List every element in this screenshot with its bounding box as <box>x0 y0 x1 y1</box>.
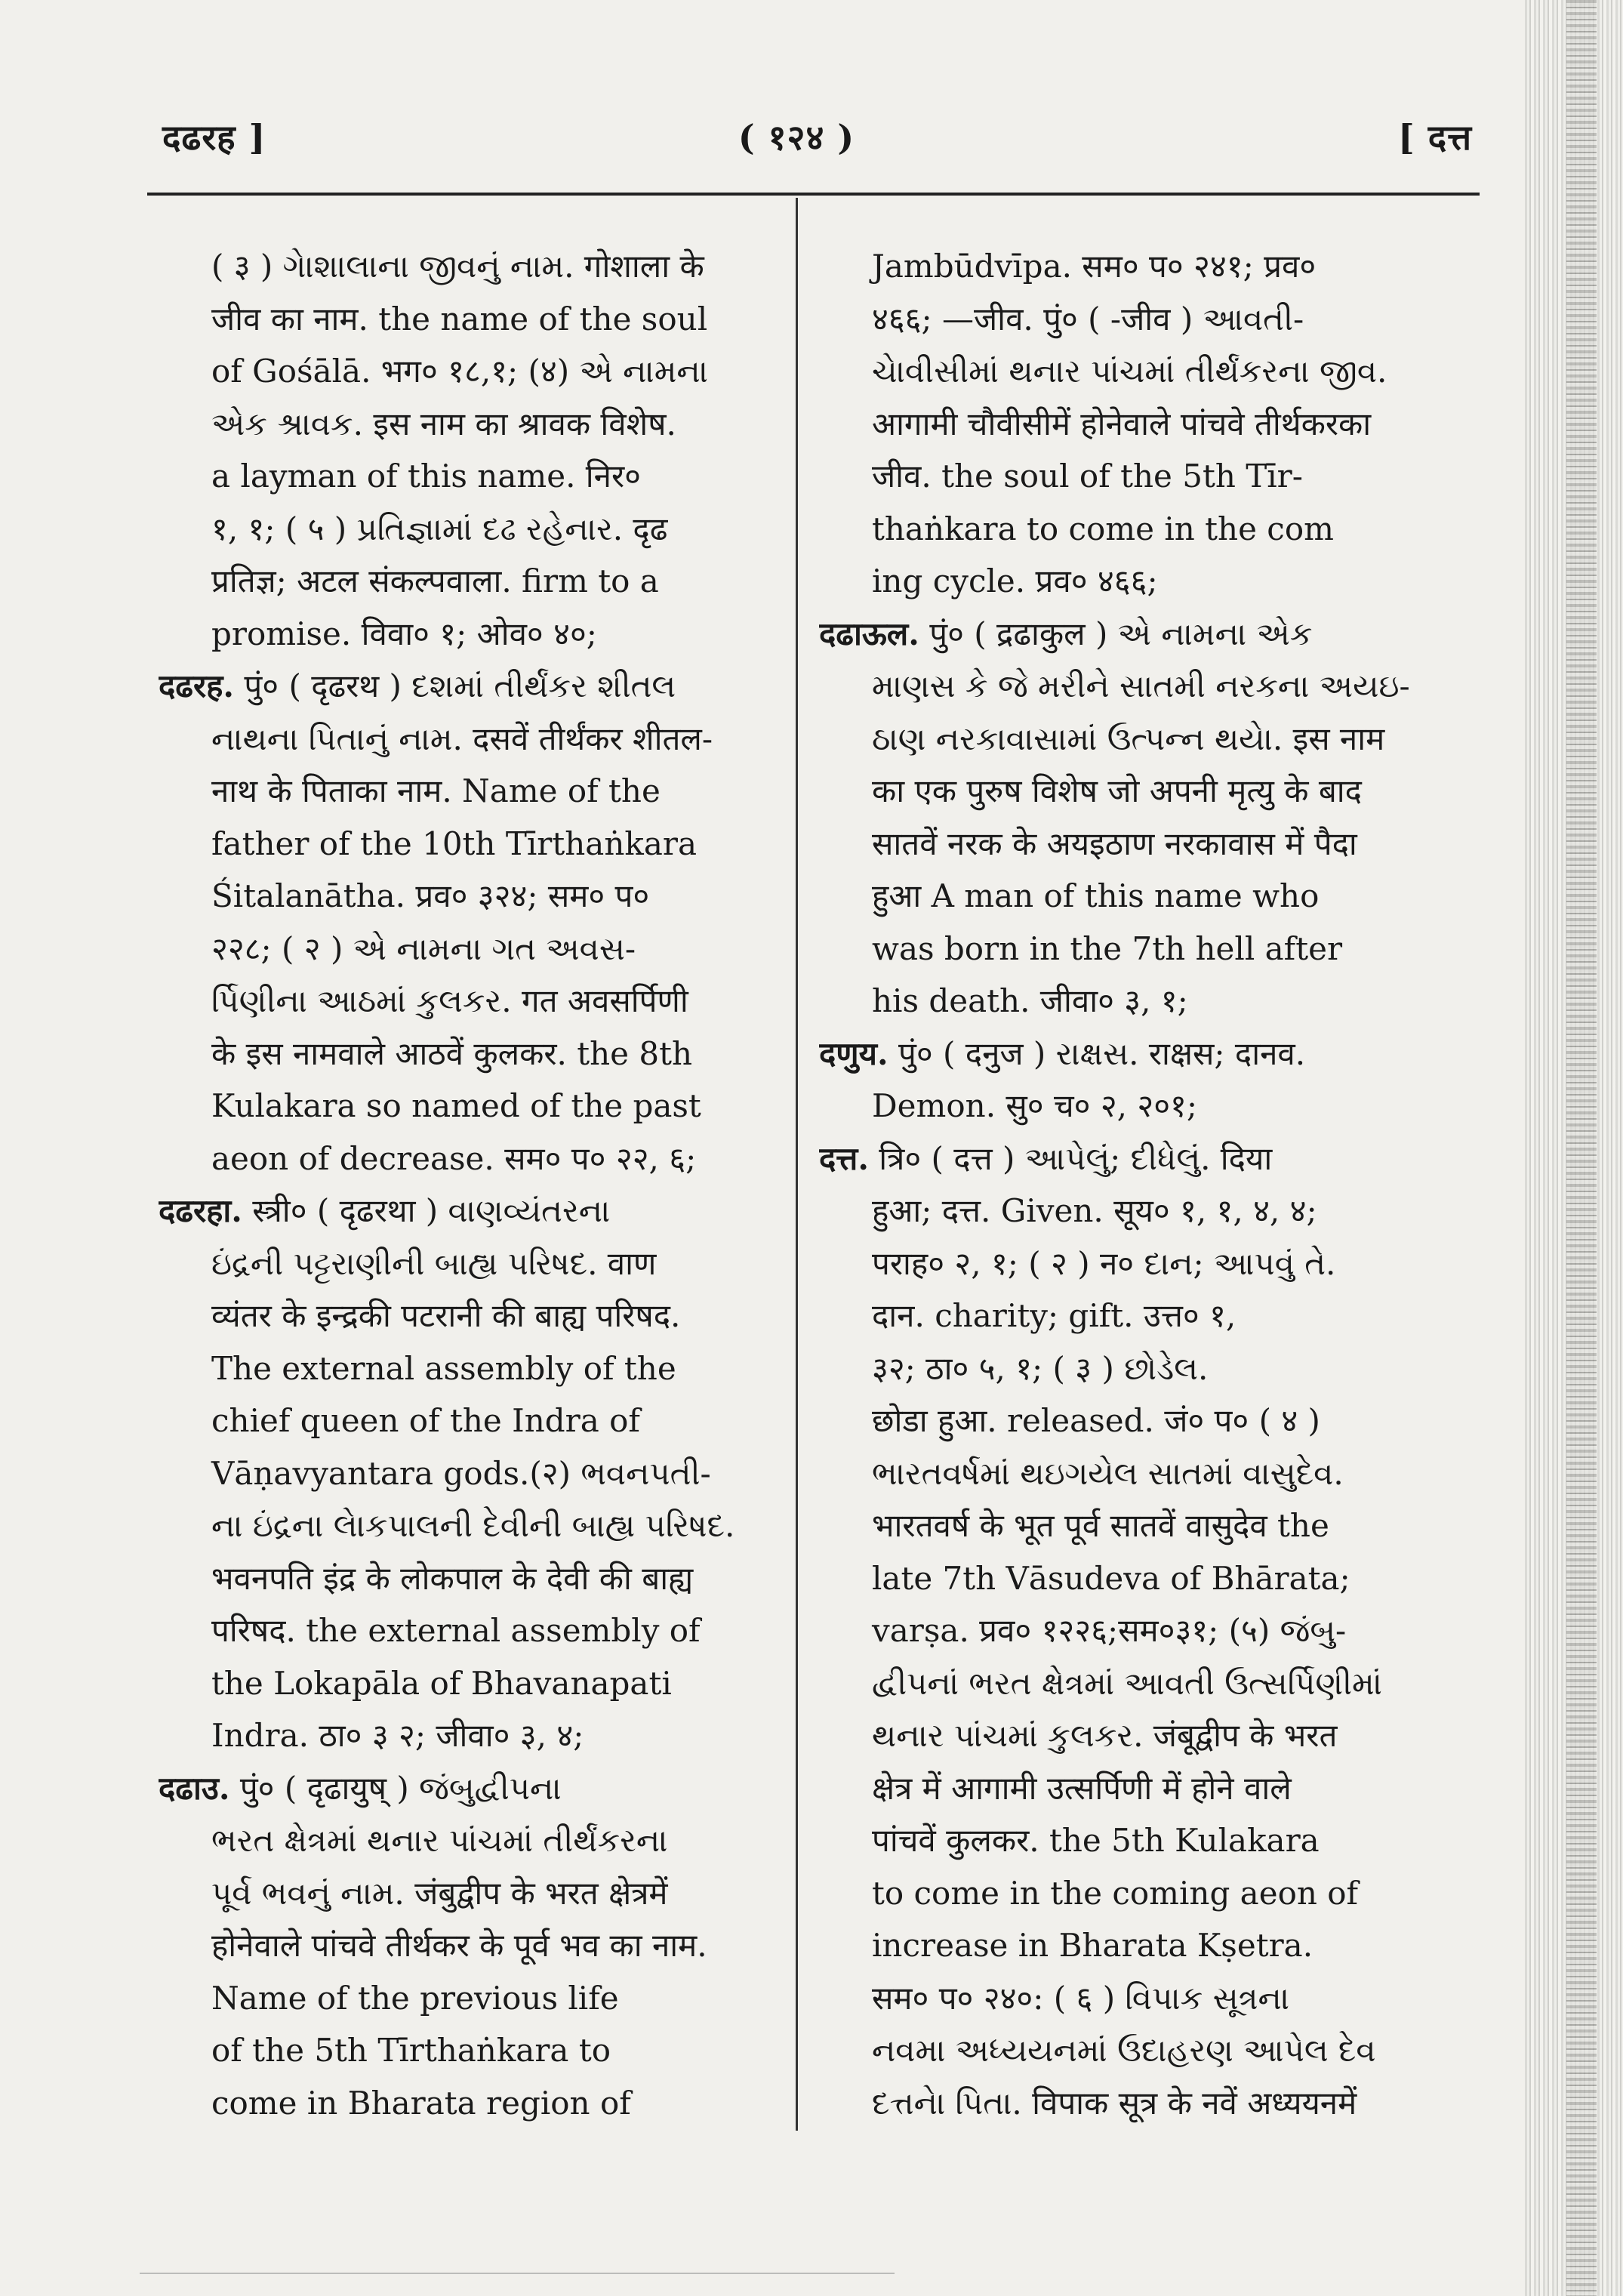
running-head-right: [ दत्त <box>1398 117 1472 158</box>
entry-text: त्रि० ( दत्त ) આપેલું; દીધેલું. दिया <box>868 1139 1273 1177</box>
entry-headword-line <box>159 1185 778 1237</box>
entry-text-line: come in Bharata region of <box>211 2084 631 2122</box>
entry-text-line: छोडा हुआ. released. जं० प० ( ४ ) <box>872 1402 1320 1439</box>
entry-text-line: Kulakara so named of the past <box>211 1087 701 1124</box>
entry-text-line: દત્તનેા પિતા. विपाक सूत्र के नवें अध्ययनमें <box>872 2084 1357 2122</box>
entry-text-line: the Lokapāla of Bhavanapati <box>211 1664 672 1702</box>
headword: दणुय. <box>819 1034 888 1072</box>
entry-text-line: increase in Bharata Kṣetra. <box>872 1927 1313 1964</box>
entry-headword-line <box>159 1762 778 1815</box>
entry-text-line: એક શ્રાવક. इस नाम का श्रावक विशेष. <box>211 405 676 442</box>
entry-text-line: ર્પિણીના આઠમાં કુલકર. गत अवसर्पिणी <box>211 982 688 1019</box>
page-edge-shadow <box>1566 0 1597 2296</box>
headword: दढरहा. <box>159 1192 242 1229</box>
headword: दढाऊल. <box>819 615 919 652</box>
entry-headword-line <box>819 608 1440 661</box>
entry-text-line: ચેાવીસીમાં થનાર પાંચમાં તીર્થંકરના જીવ. <box>872 353 1387 390</box>
entry-text-line: નવમા અધ્યયનમાં ઉદાહરણ આપેલ દેવ <box>872 2032 1376 2069</box>
entry-text-line: દ્વીપનાં ભરત ક્ષેત્રમાં આવતી ઉત્સર્પિણીમાં <box>872 1664 1382 1702</box>
entry-text-line: Name of the previous life <box>211 1979 619 2017</box>
page-number: ( १२४ ) <box>738 117 855 158</box>
entry-text-line: के इस नामवाले आठवें कुलकर. the 8th <box>211 1034 693 1072</box>
entry-text-line: पांचवें कुलकर. the 5th Kulakara <box>872 1822 1320 1859</box>
entry-text-line: aeon of decrease. सम० प० २२, ६; <box>211 1139 697 1177</box>
entry-text: पुं० ( द्रढाकुल ) એ નામના એક <box>919 615 1313 652</box>
entry-text-line: ભરત ક્ષેત્રમાં થનાર પાંચમાં તીર્થંકરના <box>211 1822 668 1859</box>
entry-text-line: दान. charity; gift. उत्त० १, <box>872 1297 1236 1334</box>
entry-text-line: varṣa. प्रव० १२२६;सम०३१; (५) જંબુ- <box>872 1612 1347 1649</box>
entry-text-line: सम० प० २४०: ( ६ ) વિપાક સૂત્રના <box>872 1979 1290 2017</box>
entry-text-line: ભારતવર્ષમાં થઇગયેલ સાતમાં વાસુદેવ. <box>872 1454 1344 1492</box>
entry-text-line: of the 5th Tīrthaṅkara to <box>211 2032 611 2069</box>
entry-text-line: Demon. सु० च० २, २०१; <box>872 1087 1198 1124</box>
entry-text-line: जीव का नाम. the name of the soul <box>211 300 708 337</box>
entry-text-line: thaṅkara to come in the com <box>872 510 1334 547</box>
entry-text-line: ing cycle. प्रव० ४६६; <box>872 562 1158 599</box>
entry-headword-line <box>159 660 778 713</box>
entry-text: स्त्री० ( दृढरथा ) વાણવ્યંતરના <box>242 1192 611 1229</box>
entry-text-line: २२८; ( २ ) એ નામના ગત અવસ- <box>211 929 636 967</box>
running-head-left: दढरह ] <box>162 117 266 158</box>
entry-text-line: to come in the coming aeon of <box>872 1874 1359 1912</box>
entry-text-line: आगामी चौवीसीमें होनेवाले पांचवे तीर्थकरका <box>872 405 1372 442</box>
entry-text-line: was born in the 7th hell after <box>872 929 1343 967</box>
entry-text-line: क्षेत्र में आगामी उत्सर्पिणी में होने वाले <box>872 1769 1292 1807</box>
entry-text-line: Vāṇavyantara gods.(२) ભવનપતી- <box>211 1454 711 1492</box>
headword: दत्त. <box>819 1139 869 1177</box>
entry-text-line: १, १; ( ५ ) પ્રતિજ્ઞામાં દઢ રહેનાર. दृढ <box>211 510 668 547</box>
column-divider <box>796 198 798 2131</box>
entry-text-line: सातवें नरक के अयइठाण नरकावास में पैदा <box>872 824 1357 862</box>
entry-text-line: परिषद. the external assembly of <box>211 1612 701 1649</box>
header-rule <box>147 193 1480 196</box>
headword: दढाउ. <box>159 1769 230 1807</box>
right-column <box>819 240 1440 2129</box>
entry-text-line: નાથના પિતાનું નામ. दसवें तीर्थंकर शीतल- <box>211 720 713 757</box>
entry-headword-line <box>819 1133 1440 1185</box>
entry-text-line: his death. जीवा० ३, १; <box>872 982 1188 1019</box>
entry-text-line: promise. विवा० १; ओव० ४०; <box>211 615 597 652</box>
entry-text-line: The external assembly of the <box>211 1349 676 1387</box>
entry-text-line: होनेवाले पांचवे तीर्थकर के पूर्व भव का नाम. <box>211 1927 707 1964</box>
entry-text-line: व्यंतर के इन्द्रकी पटरानी की बाह्य परिषद. <box>211 1297 681 1334</box>
entry-text: पुं० ( दृढायुष् ) જંબુદ્વીપના <box>229 1769 562 1807</box>
entry-text-line: માણસ કે જે મરીને સાતમી નરકના અયઇ- <box>872 667 1410 704</box>
entry-text-line: ના ઇંદ્રના લેાકપાલની દેવીની બાહ્ય પરિષદ. <box>211 1507 735 1544</box>
entry-text-line: ३२; ठा० ५, १; ( ३ ) છોડેલ. <box>872 1349 1209 1387</box>
entry-text-line: of Gośālā. भग० १८,१; (४) એ નામના <box>211 353 708 390</box>
entry-headword-line <box>819 1028 1440 1080</box>
entry-text-line: father of the 10th Tīrthaṅkara <box>211 824 697 862</box>
entry-text-line: पराह० २, १; ( २ ) न० દાન; આપવું તે. <box>872 1244 1336 1282</box>
entry-text-line: हुआ; दत्त. Given. सूय० १, १, ४, ४; <box>872 1192 1317 1229</box>
entry-text-line: हुआ A man of this name who <box>872 877 1320 914</box>
entry-text-line: भवनपति इंद्र के लोकपाल के देवी की बाह्य <box>211 1559 694 1597</box>
entry-text-line: ઇંદ્રની પટ્ટરાણીની બાહ્ય પરિષદ. वाण <box>211 1244 657 1282</box>
entry-text-line: Śitalanātha. प्रव० ३२४; सम० प० <box>211 877 650 914</box>
entry-text-line: chief queen of the Indra of <box>211 1402 640 1439</box>
entry-text-line: का एक पुरुष विशेष जो अपनी मृत्यु के बाद <box>872 772 1362 809</box>
entry-text-line: भारतवर्ष के भूत पूर्व सातवें वासुदेव the <box>872 1507 1329 1544</box>
entry-text-line: Indra. ठा० ३ २; जीवा० ३, ४; <box>211 1717 584 1754</box>
entry-text-line: પૂર્વ ભવનું નામ. जंबुद्वीप के भरत क्षेत्रमें <box>211 1874 668 1912</box>
entry-text-line: ( ३ ) ગેાશાલાના જીવનું નામ. गोशाला के <box>211 248 704 285</box>
entry-text: पुं० ( दृढरथ ) દશમાં તીર્થંકર શીતલ <box>234 667 676 704</box>
entry-text-line: नाथ के पिताका नाम. Name of the <box>211 772 661 809</box>
entry-text-line: late 7th Vāsudeva of Bhārata; <box>872 1559 1350 1597</box>
entry-text-line: ઠાણ નરકાવાસામાં ઉત્પન્ન થયેા. इस नाम <box>872 720 1385 757</box>
entry-text-line: जीव. the soul of the 5th Tīr- <box>872 458 1303 495</box>
entry-text-line: થનાર પાંચમાં કુલકર. जंबूद्वीप के भरत <box>872 1717 1338 1754</box>
entry-text-line: ४६६; —जीव. पुं० ( -जीव ) આવતી- <box>872 300 1304 337</box>
entry-text: पुं० ( दनुज ) રાક્ષસ. राक्षस; दानव. <box>888 1034 1306 1072</box>
headword: दढरह. <box>159 667 235 704</box>
entry-text-line: प्रतिज्ञ; अटल संकल्पवाला. firm to a <box>211 562 659 599</box>
bottom-rule <box>140 2273 895 2274</box>
entry-text-line: Jambūdvīpa. सम० प० २४१; प्रव० <box>872 248 1317 285</box>
left-column <box>159 240 778 2129</box>
entry-text-line: a layman of this name. निर० <box>211 458 641 495</box>
